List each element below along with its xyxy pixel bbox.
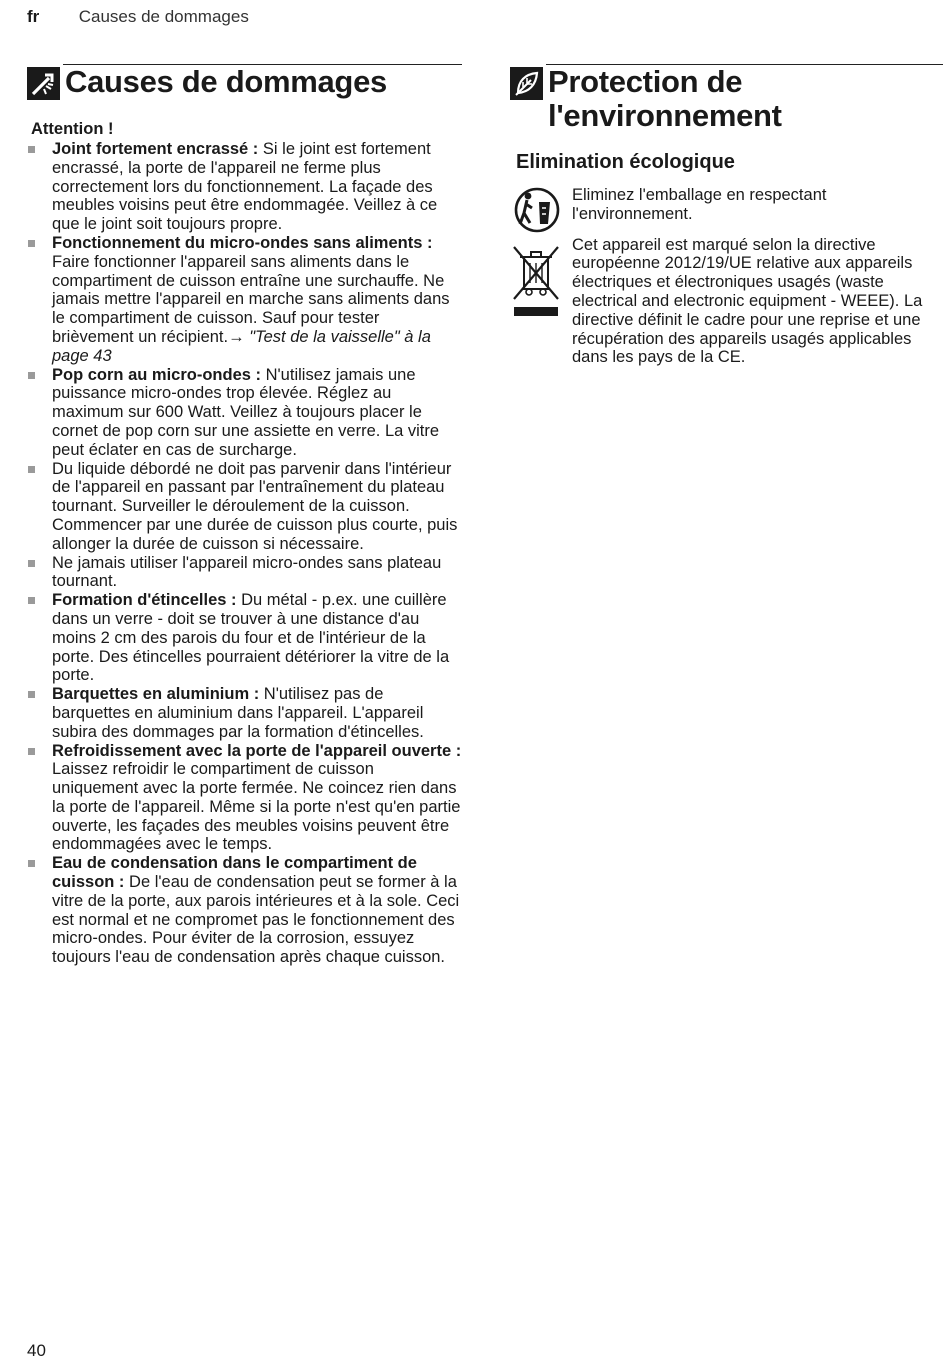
item-text: Ne jamais utiliser l'appareil micro-ondes sans plateau tournant.: [52, 553, 442, 591]
bullet-icon: [28, 691, 35, 698]
section-title: [548, 65, 782, 133]
subsection-title: Elimination écologique: [516, 151, 735, 173]
page-header: [27, 7, 249, 27]
page-number: 40: [27, 1341, 46, 1360]
item-text: Du métal - p.ex. une cuillère dans un verre - doit se trouver à une distance d'au moins 2 cm des parois du four et de l'intérieur de la porte. Des étincelles pourraient détériorer la vitre de la porte.: [52, 591, 450, 685]
damage-warning-icon: [27, 67, 60, 100]
list-item: [27, 366, 462, 460]
list-item: [27, 742, 462, 855]
list-item: [27, 460, 462, 554]
packaging-disposal-text: Eliminez l'emballage en respectant l'environnement.: [572, 186, 827, 223]
item-heading: Formation d'étincelles :: [52, 591, 237, 610]
item-text: De l'eau de condensation peut se former à la vitre de la porte, aux parois intérieures et à la sole. Ceci est normal et ne compromet pas le fonctionnement des micro-ondes. Pour éviter de la corrosion, essuyez toujours l'eau de condensation après chaque cuisson.: [52, 873, 460, 967]
item-heading: Eau de condensation dans le compartiment de cuisson :: [52, 854, 417, 892]
item-text: N'utilisez jamais une puissance micro-ondes trop élevée. Réglez au maximum sur 600 Watt. Veillez à toujours placer le cornet de pop corn sur une assiette en verre. La vitre peut éclater en cas de surcharge.: [52, 365, 440, 459]
bullet-icon: [28, 146, 35, 153]
leaf-icon: [510, 67, 543, 100]
item-text: Du liquide débordé ne doit pas parvenir dans l'intérieur de l'appareil en passant par l'entraînement du plateau tournant. Surveiller le déroulement de la cuisson. Commencer par une durée de cuisson plus courte, puis allonger la durée de cuisson si nécessaire.: [52, 459, 458, 553]
damage-list: [27, 140, 462, 967]
section-title-line-2: l'environnement: [548, 98, 782, 133]
list-item: [27, 854, 462, 967]
list-item: [27, 591, 462, 685]
breadcrumb: Causes de dommages: [78, 7, 249, 26]
item-text: N'utilisez pas de barquettes en aluminium dans l'appareil. L'appareil subira des dommages par la formation d'étincelles.: [52, 685, 424, 741]
section-title-line-1: Protection de: [548, 64, 743, 99]
language-code: fr: [27, 7, 40, 26]
item-heading: Joint fortement encrassé :: [52, 140, 259, 158]
damage-causes-section: [27, 64, 462, 967]
item-text: Faire fonctionner l'appareil sans aliments dans le compartiment de cuisson entraîne une surchauffe. Ne jamais mettre l'appareil en marche sans aliments dans le compartiment de cuisson. Sauf pour tester brièvement un récipient.→: [52, 252, 450, 346]
item-text: Laissez refroidir le compartiment de cuisson uniquement avec la porte fermée. Ne coincez rien dans la porte de l'appareil. Même si la porte n'est qu'en partie ouverte, les façades des meubles voisins peuvent être endommagées avec le temps.: [52, 760, 461, 854]
cross-reference-link[interactable]: "Test de la vaisselle" à la page 43: [52, 327, 431, 365]
item-heading: Refroidissement avec la porte de l'appareil ouverte :: [52, 741, 462, 760]
list-item: [27, 234, 462, 366]
bullet-icon: [28, 240, 35, 247]
weee-crossed-bin-icon: [510, 243, 562, 321]
bullet-icon: [28, 466, 35, 473]
attention-label: Attention !: [31, 120, 114, 138]
weee-directive-text: Cet appareil est marqué selon la directive européenne 2012/19/UE relative aux appareils électriques et électroniques usagés (waste electrical and electronic equipment - WEEE). La directive définit le cadre pour une reprise et une récupération des appareils usagés applicables dans les pays de la CE.: [572, 235, 923, 367]
item-heading: Fonctionnement du micro-ondes sans aliments :: [52, 233, 433, 252]
bullet-icon: [28, 860, 35, 867]
bullet-icon: [28, 372, 35, 379]
section-title: Causes de dommages: [65, 64, 387, 99]
recycling-person-icon: [510, 186, 562, 234]
item-heading: Pop corn au micro-ondes :: [52, 365, 262, 384]
item-text: Si le joint est fortement encrassé, la porte de l'appareil ne ferme plus correctement lors du fonctionnement. La façade des meubles voisins peut être endommagée. Veillez à ce que le joint soit toujours propre.: [52, 140, 438, 234]
bullet-icon: [28, 748, 35, 755]
list-item: [27, 554, 462, 592]
environment-section: [510, 64, 943, 379]
list-item: [27, 685, 462, 741]
list-item: [27, 140, 462, 234]
bullet-icon: [28, 597, 35, 604]
bullet-icon: [28, 560, 35, 567]
item-heading: Barquettes en aluminium :: [52, 685, 260, 704]
